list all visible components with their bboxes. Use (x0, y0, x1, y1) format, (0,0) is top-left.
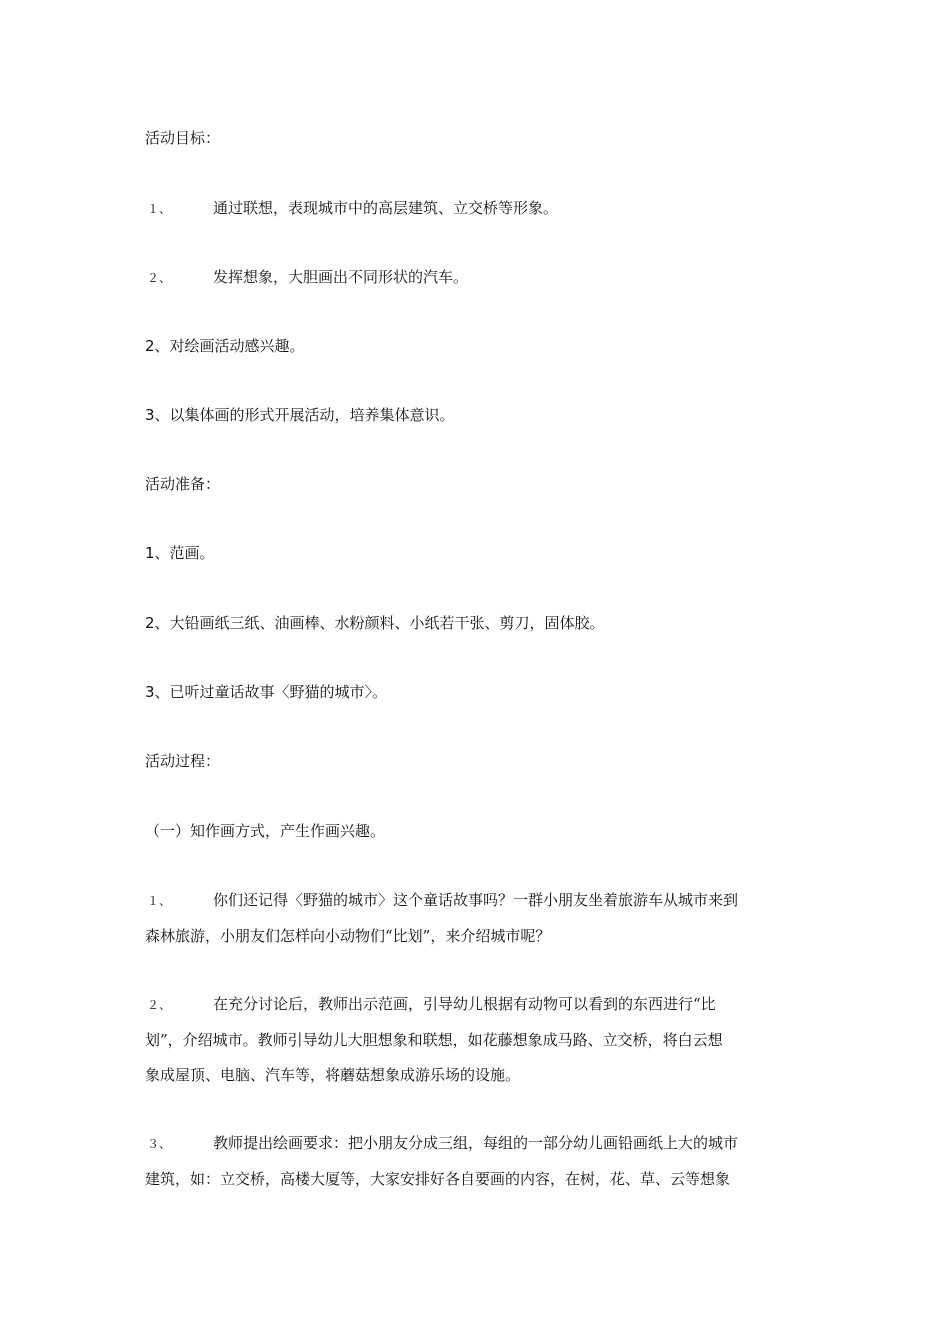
goal-item-1-number: １、 (147, 202, 172, 216)
goal-item-1-text: 通过联想，表现城市中的高层建筑、立交桥等形象。 (213, 199, 559, 217)
process-step-2-line-2: 划”，介绍城市。教师引导幼儿大胆想象和联想，如花藤想象成马路、立交桥，将白云想 (145, 1031, 723, 1049)
goal-item-2 (145, 267, 805, 288)
heading-activity-preparation: 活动准备： (145, 475, 221, 493)
goal-item-3 (145, 336, 805, 356)
prep-item-2-number: 2 (145, 614, 155, 632)
prep-item-1-text: 、范画。 (154, 544, 215, 562)
prep-item-2 (145, 613, 805, 633)
prep-item-1-number: 1 (145, 544, 155, 562)
heading-activity-goals: 活动目标： (145, 129, 221, 147)
prep-item-3 (145, 682, 805, 702)
goal-item-4-text: 、以集体画的形式开展活动，培养集体意识。 (154, 406, 455, 424)
process-step-1 (145, 883, 805, 954)
section-heading-1: （一）知作画方式，产生作画兴趣。 (145, 822, 386, 840)
process-step-2-line-1: 在充分讨论后，教师出示范画，引导幼儿根据有动物可以看到的东西进行“比 (213, 995, 716, 1013)
process-step-1-line-2: 森林旅游，小朋友们怎样向小动物们“比划”，来介绍城市呢？ (145, 927, 551, 945)
process-step-1-number: １、 (147, 894, 172, 908)
process-step-2 (145, 987, 805, 1093)
goal-item-3-number: 2 (145, 337, 155, 355)
process-step-3 (145, 1126, 805, 1197)
process-step-2-number: ２、 (147, 998, 172, 1012)
process-step-3-line-2: 建筑，如：立交桥，高楼大厦等，大家安排好各自要画的内容，在树，花、草、云等想象 (145, 1170, 731, 1188)
goal-item-4 (145, 405, 805, 425)
process-step-3-line-1: 教师提出绘画要求：把小朋友分成三组，每组的一部分幼儿画铅画纸上大的城市 (213, 1134, 739, 1152)
goal-item-2-number: ２、 (147, 271, 172, 285)
goal-item-3-text: 、对绘画活动感兴趣。 (154, 337, 305, 355)
process-step-2-line-3: 象成屋顶、电脑、汽车等，将蘑菇想象成游乐场的设施。 (145, 1066, 521, 1084)
prep-item-2-text: 、大铅画纸三纸、油画棒、水粉颜料、小纸若干张、剪刀，固体胶。 (154, 614, 605, 632)
prep-item-3-text: 、已听过童话故事〈野猫的城市〉。 (154, 683, 388, 701)
process-step-3-number: ３、 (147, 1137, 172, 1151)
prep-item-1 (145, 543, 805, 563)
goal-item-2-text: 发挥想象，大胆画出不同形状的汽车。 (213, 268, 469, 286)
heading-activity-process: 活动过程： (145, 752, 221, 770)
goal-item-1 (145, 198, 805, 219)
goal-item-4-number: 3 (145, 406, 155, 424)
process-step-1-line-1: 你们还记得〈野猫的城市〉这个童话故事吗？一群小朋友坐着旅游车从城市来到 (213, 891, 739, 909)
prep-item-3-number: 3 (145, 683, 155, 701)
